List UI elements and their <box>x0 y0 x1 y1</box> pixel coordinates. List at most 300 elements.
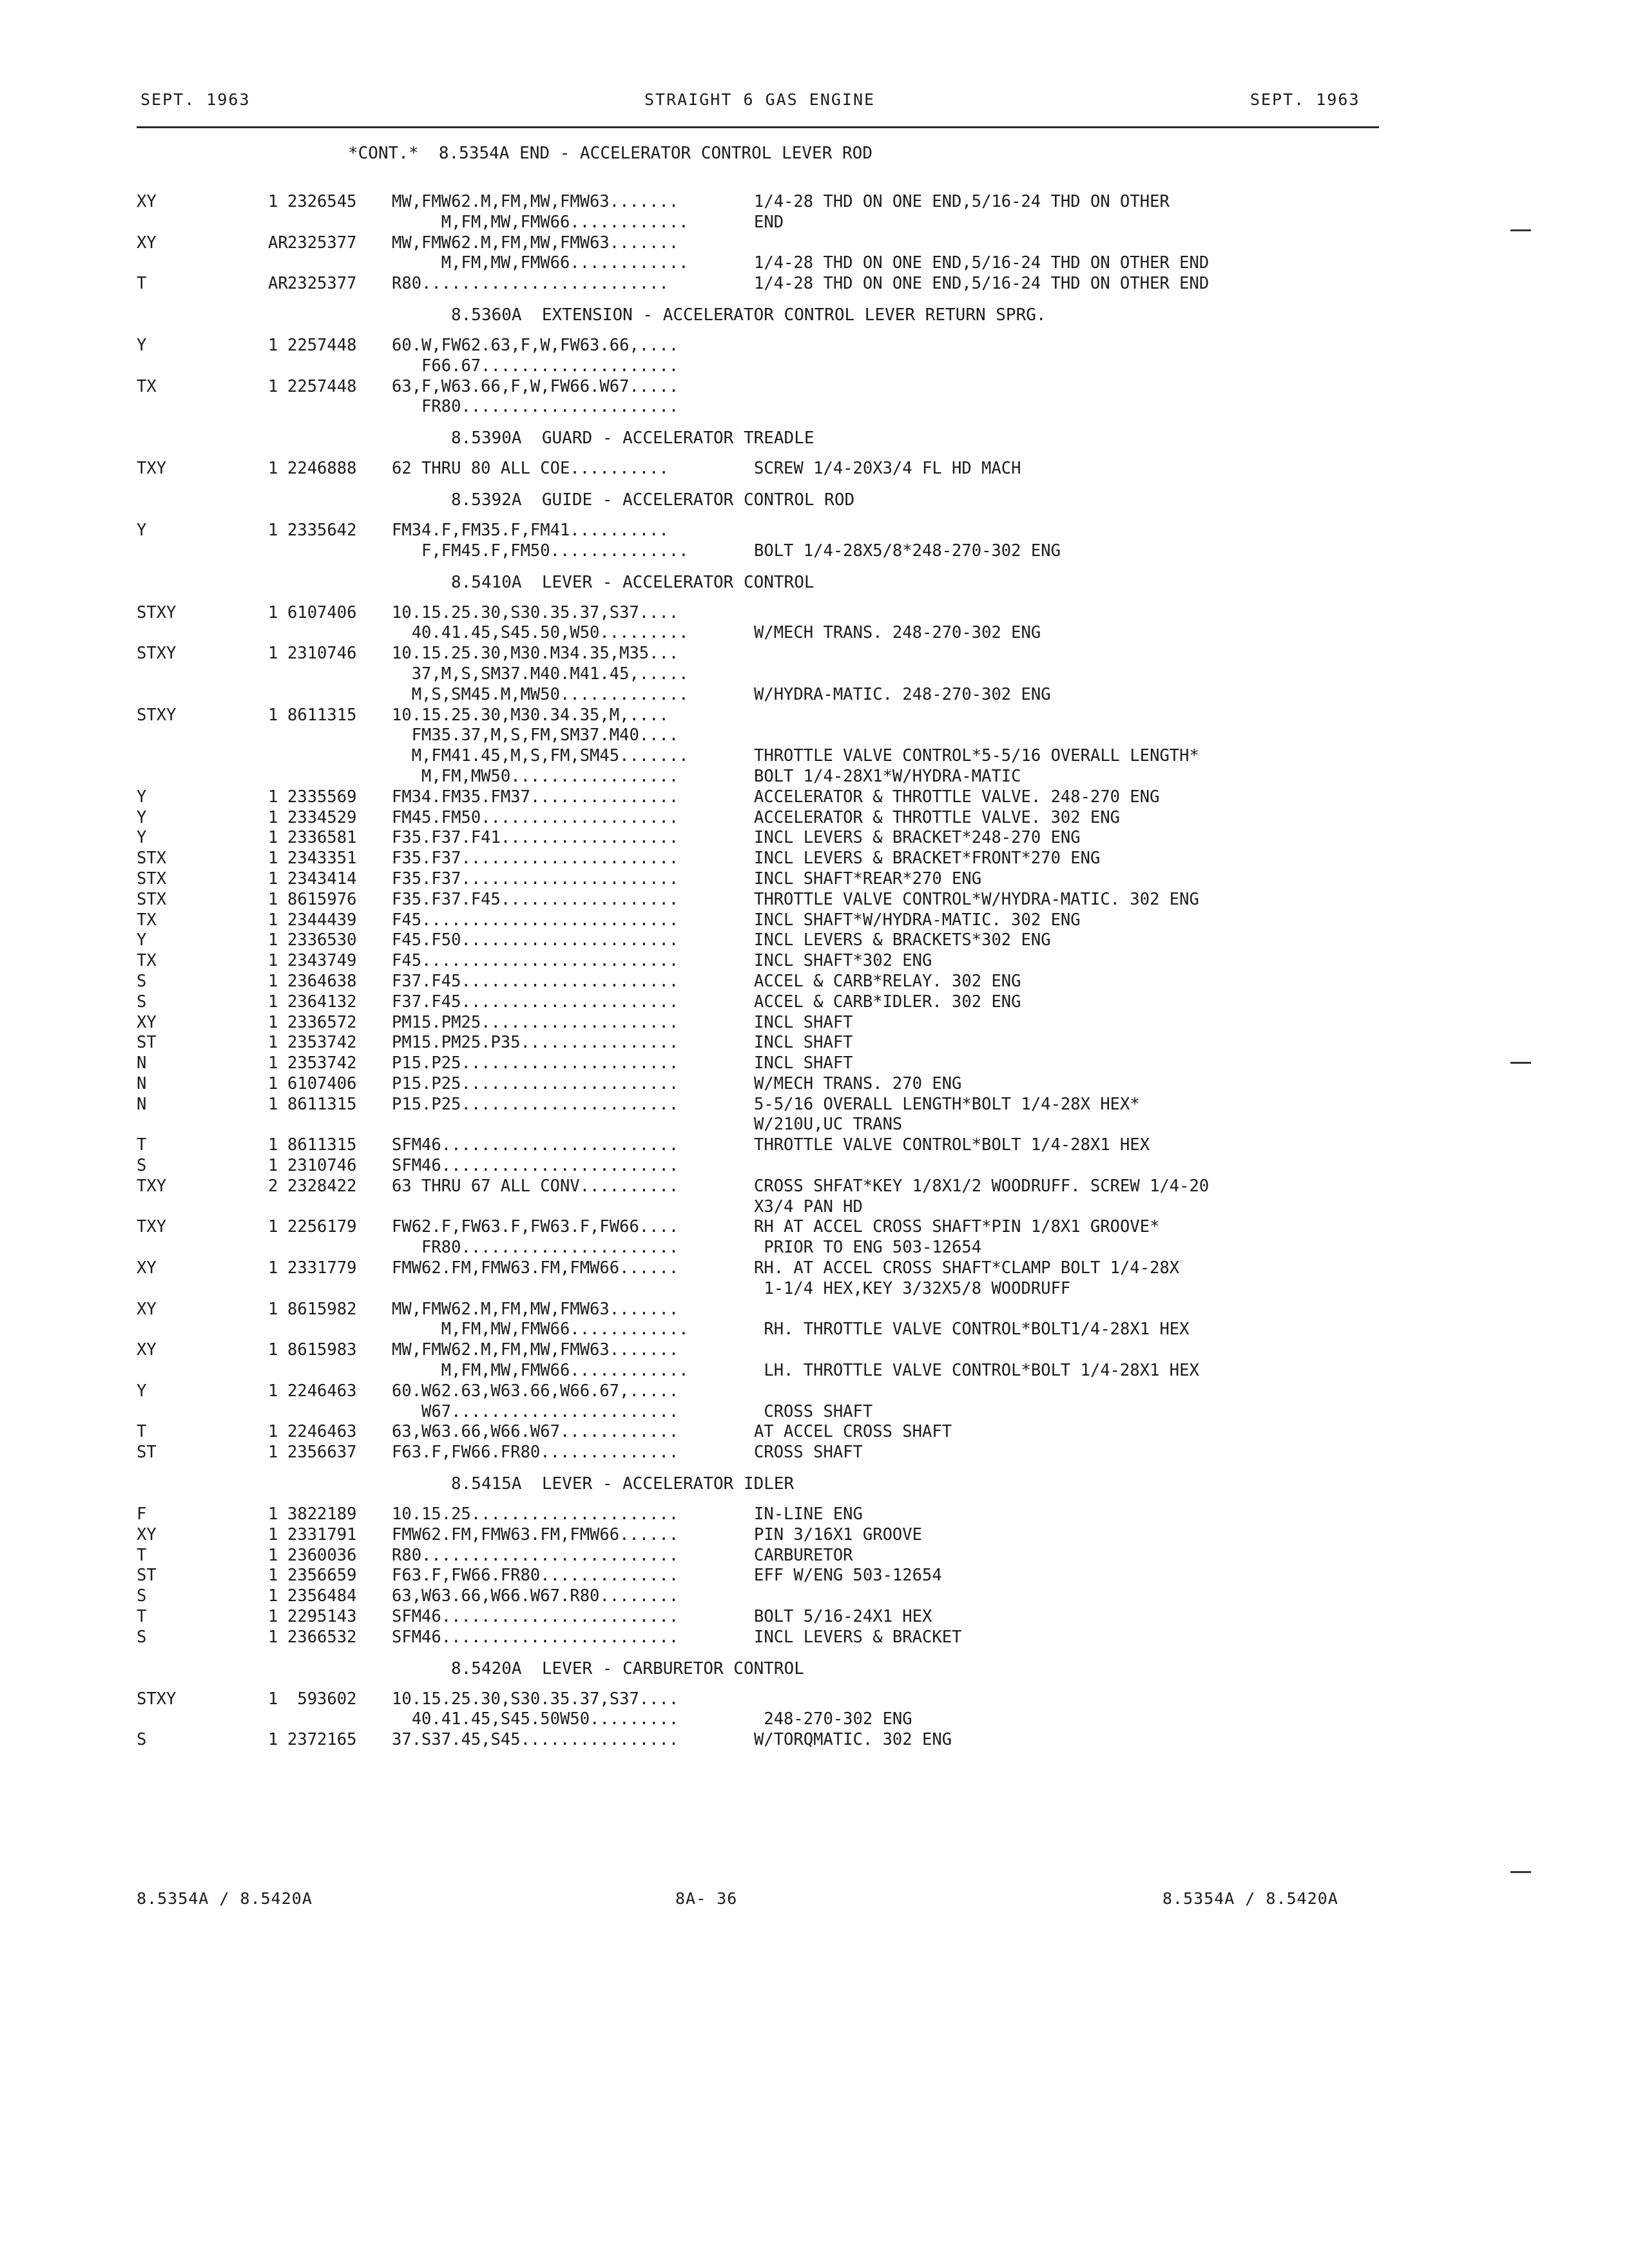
application: P15.P25...................... <box>392 1073 679 1093</box>
application: F35.F37.F45.................. <box>392 889 679 909</box>
description: ACCELERATOR & THROTTLE VALVE. 248-270 ENG <box>754 787 1160 807</box>
header-title: STRAIGHT 6 GAS ENGINE <box>644 90 876 109</box>
part-row <box>0 1546 1629 1566</box>
part-number: 2331779 <box>287 1258 357 1278</box>
application: FMW62.FM,FMW63.FM,FMW66...... <box>392 1524 679 1544</box>
part-row <box>0 1566 1629 1586</box>
application: MW,FMW62.M,FM,MW,FMW63....... <box>392 192 679 211</box>
application: FM45.FM50.................... <box>392 807 679 827</box>
description: RH. AT ACCEL CROSS SHAFT*CLAMP BOLT 1/4-28X <box>754 1258 1180 1278</box>
description: 1-1/4 HEX,KEY 3/32X5/8 WOODRUFF <box>754 1278 1071 1298</box>
description: CROSS SHFAT*KEY 1/8X1/2 WOODRUFF. SCREW 1/4-20 <box>754 1176 1210 1196</box>
description: INCL LEVERS & BRACKETS*302 ENG <box>754 930 1051 950</box>
description: INCL LEVERS & BRACKET*248-270 ENG <box>754 828 1081 848</box>
description: THROTTLE VALVE CONTROL*5-5/16 OVERALL LENGTH* <box>754 746 1199 766</box>
part-number: 2336572 <box>287 1012 357 1032</box>
description: INCL LEVERS & BRACKET <box>754 1627 962 1647</box>
part-row <box>0 910 1629 931</box>
section-heading-text: 8.5392A GUIDE - ACCELERATOR CONTROL ROD <box>451 490 855 510</box>
description: W/MECH TRANS. 270 ENG <box>754 1073 962 1093</box>
part-number: 3822189 <box>287 1504 357 1524</box>
application: F63.F,FW66.FR80.............. <box>392 1443 679 1463</box>
description: ACCEL & CARB*IDLER. 302 ENG <box>754 992 1021 1012</box>
description: RH. THROTTLE VALVE CONTROL*BOLT1/4-28X1 HEX <box>754 1320 1190 1340</box>
application: 10.15.25.30,S30.35.37,S37.... <box>392 602 679 622</box>
part-row <box>0 869 1629 890</box>
application: F35.F37...................... <box>392 849 679 869</box>
part-row <box>0 1730 1629 1751</box>
section-heading <box>0 479 1629 521</box>
model-code: Y <box>137 930 147 950</box>
application: F,FM45.F,FM50.............. <box>392 541 689 561</box>
part-row <box>0 1258 1629 1279</box>
quantity: 1 <box>268 787 278 807</box>
description: INCL SHAFT <box>754 1012 853 1032</box>
part-number: 2246888 <box>287 459 357 479</box>
model-code: STX <box>137 889 167 909</box>
part-row <box>0 890 1629 910</box>
section-heading <box>0 1463 1629 1504</box>
application: 60.W,FW62.63,F,W,FW63.66,.... <box>392 335 679 355</box>
model-code: STXY <box>137 1689 177 1709</box>
part-number: 2334529 <box>287 807 357 827</box>
application: P15.P25...................... <box>392 1053 679 1073</box>
application: F35.F37...................... <box>392 869 679 889</box>
part-number: 8611315 <box>287 1135 357 1155</box>
model-code: STX <box>137 869 167 889</box>
part-number: 2343749 <box>287 951 357 971</box>
part-row <box>0 1586 1629 1607</box>
part-number: 8615976 <box>287 889 357 909</box>
header-date-right: SEPT. 1963 <box>1250 90 1360 109</box>
application: W67....................... <box>392 1401 679 1421</box>
part-row <box>0 274 1629 294</box>
model-code: XY <box>137 1299 157 1319</box>
part-number: 6107406 <box>287 1073 357 1093</box>
part-row <box>0 808 1629 829</box>
section-heading <box>0 562 1629 603</box>
part-number: 2336530 <box>287 930 357 950</box>
description: SCREW 1/4-20X3/4 FL HD MACH <box>754 459 1021 479</box>
part-row <box>0 1504 1629 1525</box>
application: 10.15.25..................... <box>392 1504 679 1524</box>
part-number: 2331791 <box>287 1524 357 1544</box>
part-number: 2336581 <box>287 828 357 848</box>
model-code: Y <box>137 520 147 540</box>
part-number: 8611315 <box>287 1094 357 1114</box>
part-row <box>0 459 1629 479</box>
description: ACCEL & CARB*RELAY. 302 ENG <box>754 971 1021 991</box>
part-row <box>0 623 1629 644</box>
application: 37,M,S,SM37.M40.M41.45,..... <box>392 664 689 684</box>
part-row <box>0 1320 1629 1340</box>
model-code: Y <box>137 1381 147 1401</box>
part-row <box>0 828 1629 849</box>
model-code: S <box>137 1156 147 1176</box>
application: 40.41.45,S45.50W50......... <box>392 1709 679 1729</box>
part-row <box>0 1525 1629 1546</box>
margin-mark <box>1510 1871 1531 1873</box>
quantity: 1 <box>268 520 278 540</box>
model-code: XY <box>137 233 157 253</box>
part-number: 2353742 <box>287 1033 357 1053</box>
model-code: F <box>137 1504 147 1524</box>
description: IN-LINE ENG <box>754 1504 863 1524</box>
model-code: S <box>137 1627 147 1647</box>
model-code: T <box>137 274 147 294</box>
application: 40.41.45,S45.50,W50......... <box>392 623 689 643</box>
application: F45.......................... <box>392 910 679 930</box>
application: F45.F50...................... <box>392 930 679 950</box>
application: R80......................... <box>392 274 669 294</box>
model-code: STXY <box>137 705 177 725</box>
model-code: S <box>137 971 147 991</box>
part-number: 2356484 <box>287 1586 357 1606</box>
section-heading <box>0 1648 1629 1689</box>
description: INCL SHAFT <box>754 1033 853 1053</box>
model-code: XY <box>137 192 157 211</box>
model-code: TXY <box>137 459 167 479</box>
part-row <box>0 1340 1629 1361</box>
footer-page-number: 8A- 36 <box>675 1889 738 1908</box>
application: F35.F37.F41.................. <box>392 828 679 848</box>
quantity: 1 <box>268 335 278 355</box>
part-row <box>0 992 1629 1013</box>
description: W/MECH TRANS. 248-270-302 ENG <box>754 623 1041 643</box>
description: INCL SHAFT <box>754 1053 853 1073</box>
description: END <box>754 212 784 232</box>
quantity: 1 <box>268 1524 278 1544</box>
footer-range-left: 8.5354A / 8.5420A <box>137 1889 313 1908</box>
quantity: 1 <box>268 1299 278 1319</box>
application: MW,FMW62.M,FM,MW,FMW63....... <box>392 233 679 253</box>
part-row <box>0 1013 1629 1033</box>
description: AT ACCEL CROSS SHAFT <box>754 1422 952 1442</box>
part-row <box>0 336 1629 356</box>
part-number: 2344439 <box>287 910 357 930</box>
description: RH AT ACCEL CROSS SHAFT*PIN 1/8X1 GROOVE* <box>754 1217 1160 1237</box>
application: FMW62.FM,FMW63.FM,FMW66...... <box>392 1258 679 1278</box>
model-code: Y <box>137 828 147 848</box>
description: INCL SHAFT*REAR*270 ENG <box>754 869 982 889</box>
quantity: 1 <box>268 869 278 889</box>
description: INCL LEVERS & BRACKET*FRONT*270 ENG <box>754 849 1101 869</box>
part-number: 2366532 <box>287 1627 357 1647</box>
quantity: 1 <box>268 889 278 909</box>
header-rule <box>137 126 1379 128</box>
model-code: ST <box>137 1033 157 1053</box>
application: M,FM,MW,FMW66............ <box>392 212 689 232</box>
part-number: 2343414 <box>287 869 357 889</box>
quantity: 1 <box>268 1258 278 1278</box>
application: F37.F45...................... <box>392 992 679 1012</box>
application: 10.15.25.30,M30.34.35,M,.... <box>392 705 669 725</box>
part-number: 2360036 <box>287 1545 357 1565</box>
part-row <box>0 849 1629 869</box>
application: F37.F45...................... <box>392 971 679 991</box>
part-number: 2295143 <box>287 1607 357 1627</box>
application: FW62.F,FW63.F,FW63.F,FW66.... <box>392 1217 679 1237</box>
application: 63,W63.66,W66.W67.R80........ <box>392 1586 679 1606</box>
description: X3/4 PAN HD <box>754 1196 863 1216</box>
application: 10.15.25.30,M30.M34.35,M35... <box>392 644 679 664</box>
part-number: 593602 <box>287 1689 357 1709</box>
description: W/HYDRA-MATIC. 248-270-302 ENG <box>754 684 1051 704</box>
model-code: XY <box>137 1524 157 1544</box>
description: W/TORQMATIC. 302 ENG <box>754 1730 952 1750</box>
part-row <box>0 1607 1629 1628</box>
quantity: 1 <box>268 1135 278 1155</box>
part-row <box>0 1156 1629 1177</box>
model-code: T <box>137 1545 147 1565</box>
header-date-left: SEPT. 1963 <box>140 90 251 109</box>
quantity: AR <box>268 233 288 253</box>
quantity: 1 <box>268 1156 278 1176</box>
part-row <box>0 1689 1629 1710</box>
part-row <box>0 603 1629 624</box>
footer-range-right: 8.5354A / 8.5420A <box>1162 1889 1338 1908</box>
application: 63 THRU 67 ALL CONV.......... <box>392 1176 679 1196</box>
section-heading-text: 8.5420A LEVER - CARBURETOR CONTROL <box>451 1658 804 1678</box>
part-row <box>0 1709 1629 1730</box>
application: M,FM,MW,FMW66............ <box>392 1361 689 1381</box>
section-heading-text: 8.5415A LEVER - ACCELERATOR IDLER <box>451 1474 795 1494</box>
part-number: 2326545 <box>287 192 357 211</box>
part-row <box>0 1402 1629 1423</box>
description: 1/4-28 THD ON ONE END,5/16-24 THD ON OTHER END <box>754 253 1210 273</box>
application: FR80...................... <box>392 1238 679 1258</box>
part-row <box>0 1279 1629 1300</box>
description: INCL SHAFT*302 ENG <box>754 951 932 971</box>
part-row <box>0 685 1629 706</box>
part-row <box>0 1422 1629 1443</box>
quantity: 1 <box>268 459 278 479</box>
part-number: 2364132 <box>287 992 357 1012</box>
application: SFM46........................ <box>392 1607 679 1627</box>
part-row <box>0 356 1629 377</box>
model-code: S <box>137 1730 147 1750</box>
model-code: ST <box>137 1443 157 1463</box>
model-code: S <box>137 1586 147 1606</box>
parts-listing <box>0 133 1629 1751</box>
part-number: 2310746 <box>287 644 357 664</box>
application: SFM46........................ <box>392 1156 679 1176</box>
model-code: T <box>137 1135 147 1155</box>
part-number: 2257448 <box>287 335 357 355</box>
quantity: 1 <box>268 192 278 211</box>
description: BOLT 1/4-28X1*W/HYDRA-MATIC <box>754 766 1021 786</box>
description: PIN 3/16X1 GROOVE <box>754 1524 922 1544</box>
model-code: Y <box>137 807 147 827</box>
part-number: 2325377 <box>287 233 357 253</box>
part-number: 2246463 <box>287 1381 357 1401</box>
quantity: 1 <box>268 1217 278 1237</box>
section-heading-text: 8.5390A GUARD - ACCELERATOR TREADLE <box>451 428 815 448</box>
application: MW,FMW62.M,FM,MW,FMW63....... <box>392 1299 679 1319</box>
quantity: 1 <box>268 1340 278 1360</box>
description: THROTTLE VALVE CONTROL*BOLT 1/4-28X1 HEX <box>754 1135 1150 1155</box>
quantity: 1 <box>268 1730 278 1750</box>
quantity: 1 <box>268 1422 278 1442</box>
quantity: 1 <box>268 1073 278 1093</box>
section-heading-text: *CONT.* 8.5354A END - ACCELERATOR CONTROL LEVER ROD <box>348 144 872 163</box>
part-row <box>0 521 1629 541</box>
application: M,S,SM45.M,MW50............. <box>392 684 689 704</box>
margin-mark <box>1510 229 1531 231</box>
part-row <box>0 1053 1629 1074</box>
part-row <box>0 1033 1629 1053</box>
part-row <box>0 1300 1629 1320</box>
part-number: 2372165 <box>287 1730 357 1750</box>
application: 10.15.25.30,S30.35.37,S37.... <box>392 1689 679 1709</box>
model-code: N <box>137 1094 147 1114</box>
quantity: 1 <box>268 644 278 664</box>
part-row <box>0 1628 1629 1648</box>
model-code: N <box>137 1073 147 1093</box>
application: F66.67.................... <box>392 356 679 376</box>
part-row <box>0 1074 1629 1095</box>
part-number: 2356637 <box>287 1443 357 1463</box>
description: INCL SHAFT*W/HYDRA-MATIC. 302 ENG <box>754 910 1081 930</box>
description: CROSS SHAFT <box>754 1443 863 1463</box>
quantity: 1 <box>268 376 278 396</box>
model-code: Y <box>137 787 147 807</box>
application: FM35.37,M,S,FM,SM37.M40.... <box>392 726 679 745</box>
description: BOLT 5/16-24X1 HEX <box>754 1607 932 1627</box>
part-number: 8611315 <box>287 705 357 725</box>
part-row <box>0 233 1629 254</box>
description: 5-5/16 OVERALL LENGTH*BOLT 1/4-28X HEX* <box>754 1094 1140 1114</box>
part-number: 2257448 <box>287 376 357 396</box>
part-number: 2356659 <box>287 1566 357 1586</box>
model-code: Y <box>137 335 147 355</box>
quantity: 1 <box>268 1607 278 1627</box>
part-number: 8615983 <box>287 1340 357 1360</box>
quantity: 1 <box>268 992 278 1012</box>
model-code: T <box>137 1422 147 1442</box>
part-row <box>0 746 1629 767</box>
part-row <box>0 972 1629 992</box>
part-number: 2246463 <box>287 1422 357 1442</box>
description: THROTTLE VALVE CONTROL*W/HYDRA-MATIC. 302 ENG <box>754 889 1199 909</box>
quantity: 1 <box>268 1094 278 1114</box>
quantity: 1 <box>268 1504 278 1524</box>
quantity: 1 <box>268 951 278 971</box>
quantity: 1 <box>268 849 278 869</box>
part-row <box>0 192 1629 213</box>
application: F63.F,FW66.FR80.............. <box>392 1566 679 1586</box>
application: F45.......................... <box>392 951 679 971</box>
part-row <box>0 397 1629 418</box>
quantity: 1 <box>268 1381 278 1401</box>
quantity: 1 <box>268 1586 278 1606</box>
part-row <box>0 1217 1629 1238</box>
part-number: 2364638 <box>287 971 357 991</box>
description: EFF W/ENG 503-12654 <box>754 1566 942 1586</box>
quantity: 1 <box>268 1545 278 1565</box>
application: M,FM41.45,M,S,FM,SM45....... <box>392 746 689 766</box>
quantity: 1 <box>268 971 278 991</box>
application: MW,FMW62.M,FM,MW,FMW63....... <box>392 1340 679 1360</box>
section-heading <box>0 418 1629 459</box>
part-number: 8615982 <box>287 1299 357 1319</box>
quantity: 1 <box>268 1443 278 1463</box>
model-code: S <box>137 992 147 1012</box>
model-code: STX <box>137 849 167 869</box>
quantity: 1 <box>268 1033 278 1053</box>
model-code: TX <box>137 910 157 930</box>
quantity: 1 <box>268 1627 278 1647</box>
quantity: 1 <box>268 1053 278 1073</box>
part-row <box>0 664 1629 685</box>
part-row <box>0 213 1629 233</box>
part-number: 2310746 <box>287 1156 357 1176</box>
section-heading-text: 8.5360A EXTENSION - ACCELERATOR CONTROL LEVER RETURN SPRG. <box>451 305 1046 325</box>
description: 1/4-28 THD ON ONE END,5/16-24 THD ON OTHER <box>754 192 1170 211</box>
part-row <box>0 253 1629 274</box>
application: 37.S37.45,S45................ <box>392 1730 679 1750</box>
application: P15.P25...................... <box>392 1094 679 1114</box>
part-row <box>0 1115 1629 1135</box>
part-row <box>0 1197 1629 1218</box>
section-heading <box>0 294 1629 336</box>
application: 60.W62.63,W63.66,W66.67,..... <box>392 1381 679 1401</box>
model-code: STXY <box>137 644 177 664</box>
quantity: 1 <box>268 828 278 848</box>
part-number: 6107406 <box>287 602 357 622</box>
part-number: 2328422 <box>287 1176 357 1196</box>
model-code: TXY <box>137 1176 167 1196</box>
description: CROSS SHAFT <box>754 1401 873 1421</box>
description: W/210U,UC TRANS <box>754 1115 903 1135</box>
application: 62 THRU 80 ALL COE.......... <box>392 459 669 479</box>
application: FR80...................... <box>392 397 679 417</box>
part-number: 2256179 <box>287 1217 357 1237</box>
application: M,FM,MW,FMW66............ <box>392 1320 689 1340</box>
description: PRIOR TO ENG 503-12654 <box>754 1238 982 1258</box>
part-number: 2343351 <box>287 849 357 869</box>
part-row <box>0 726 1629 746</box>
quantity: 1 <box>268 1689 278 1709</box>
description: BOLT 1/4-28X5/8*248-270-302 ENG <box>754 541 1061 561</box>
quantity: 1 <box>268 602 278 622</box>
model-code: STXY <box>137 602 177 622</box>
description: ACCELERATOR & THROTTLE VALVE. 302 ENG <box>754 807 1121 827</box>
part-row <box>0 767 1629 787</box>
application: SFM46........................ <box>392 1135 679 1155</box>
part-row <box>0 951 1629 972</box>
description: LH. THROTTLE VALVE CONTROL*BOLT 1/4-28X1 HEX <box>754 1361 1199 1381</box>
quantity: 2 <box>268 1176 278 1196</box>
model-code: ST <box>137 1566 157 1586</box>
application: PM15.PM25.................... <box>392 1012 679 1032</box>
part-row <box>0 1361 1629 1381</box>
application: M,FM,MW,FMW66............ <box>392 253 689 273</box>
quantity: 1 <box>268 1012 278 1032</box>
part-number: 2335642 <box>287 520 357 540</box>
part-row <box>0 1238 1629 1258</box>
quantity: 1 <box>268 1566 278 1586</box>
application: PM15.PM25.P35................ <box>392 1033 679 1053</box>
part-number: 2353742 <box>287 1053 357 1073</box>
application: FM34.FM35.FM37............... <box>392 787 679 807</box>
application: M,FM,MW50................. <box>392 766 679 786</box>
quantity: 1 <box>268 807 278 827</box>
spacer <box>0 174 1629 192</box>
section-heading-text: 8.5410A LEVER - ACCELERATOR CONTROL <box>451 572 815 592</box>
part-row <box>0 1177 1629 1197</box>
application: SFM46........................ <box>392 1627 679 1647</box>
